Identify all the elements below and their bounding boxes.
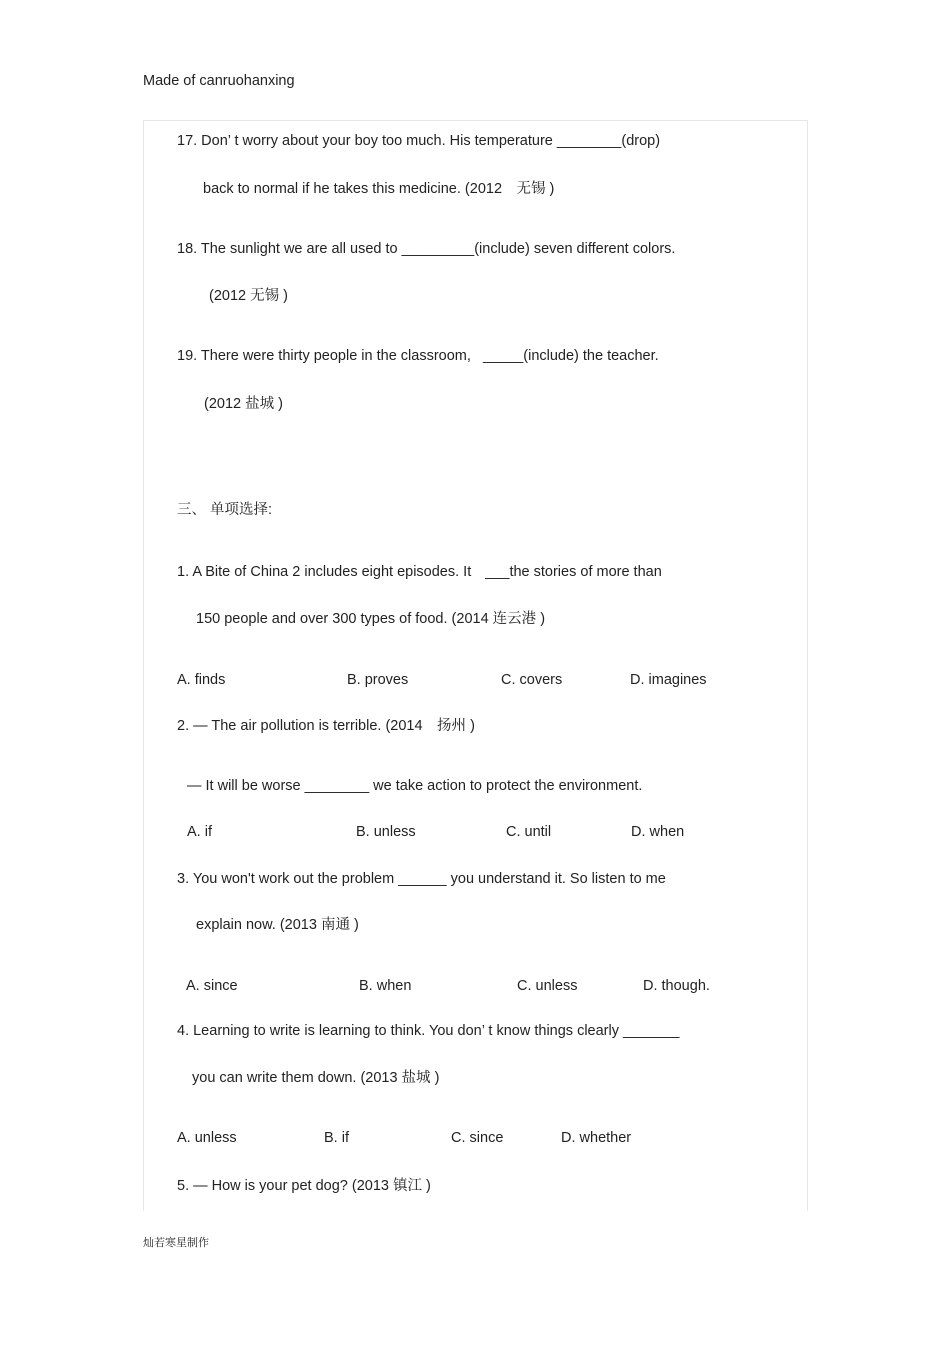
question-2-option-a: A. if: [187, 824, 212, 840]
question-1-option-a: A. finds: [177, 672, 226, 688]
question-3-option-b: B. when: [359, 978, 412, 994]
page-footer: 灿若寒星制作: [143, 1236, 209, 1249]
fill-in-19-hint: (include) the teacher.: [523, 348, 659, 364]
fill-in-19-line2: (2012 盐城 ): [204, 396, 283, 412]
fill-in-17-line2: back to normal if he takes this medicine. (2012 无锡 ): [203, 181, 555, 197]
question-5-line1: 5. — How is your pet dog? (2013 镇江 ): [177, 1178, 431, 1194]
question-3-option-a: A. since: [186, 978, 238, 994]
fill-in-18-hint: (include) seven different colors.: [474, 241, 676, 257]
question-1-text: 1. A Bite of China 2 includes eight episodes. It: [177, 564, 476, 580]
question-4-option-b: B. if: [324, 1130, 349, 1146]
fill-in-19-line1: [177, 347, 659, 365]
question-2-line2: — It will be worse ________ we take action to protect the environment.: [187, 778, 643, 794]
question-2-option-b: B. unless: [356, 824, 416, 840]
page-header: Made of canruohanxing: [143, 73, 295, 89]
content-frame: [143, 120, 808, 1211]
question-2-line1: 2. — The air pollution is terrible. (2014 扬州 ): [177, 718, 475, 734]
question-3-option-d: D. though.: [643, 978, 710, 994]
section-title: 三、 单项选择:: [177, 502, 273, 518]
question-2-option-d: D. when: [631, 824, 685, 840]
question-1-option-c: C. covers: [501, 672, 563, 688]
question-4-line1: 4. Learning to write is learning to think. You don’ t know things clearly _______: [177, 1023, 680, 1039]
fill-in-17-text: 17. Don’ t worry about your boy too much. His temperature ________: [177, 133, 622, 149]
fill-in-19-blank: _____: [482, 348, 524, 364]
fill-in-18-line1: [177, 240, 675, 258]
question-3-line2: explain now. (2013 南通 ): [196, 917, 359, 933]
question-1-line1: [177, 563, 662, 581]
fill-in-17-hint: (drop): [621, 133, 661, 149]
question-1-option-d: D. imagines: [630, 672, 707, 688]
question-4-line2: you can write them down. (2013 盐城 ): [192, 1070, 440, 1086]
question-3-line1: 3. You won't work out the problem ______ you understand it. So listen to me: [177, 871, 666, 887]
question-4-option-d: D. whether: [561, 1130, 632, 1146]
question-4-option-a: A. unless: [177, 1130, 237, 1146]
fill-in-17-line1: [177, 132, 660, 150]
fill-in-18-line2: (2012 无锡 ): [209, 288, 288, 304]
question-4-option-c: C. since: [451, 1130, 504, 1146]
question-1-blank: ___: [485, 564, 510, 580]
fill-in-19-text: 19. There were thirty people in the classroom,: [177, 348, 475, 364]
question-2-option-c: C. until: [506, 824, 552, 840]
fill-in-18-text: 18. The sunlight we are all used to _________: [177, 241, 475, 257]
question-3-option-c: C. unless: [517, 978, 578, 994]
question-1-line2: 150 people and over 300 types of food. (2014 连云港 ): [196, 611, 546, 627]
question-1-option-b: B. proves: [347, 672, 409, 688]
question-1-text-after: the stories of more than: [509, 564, 662, 580]
